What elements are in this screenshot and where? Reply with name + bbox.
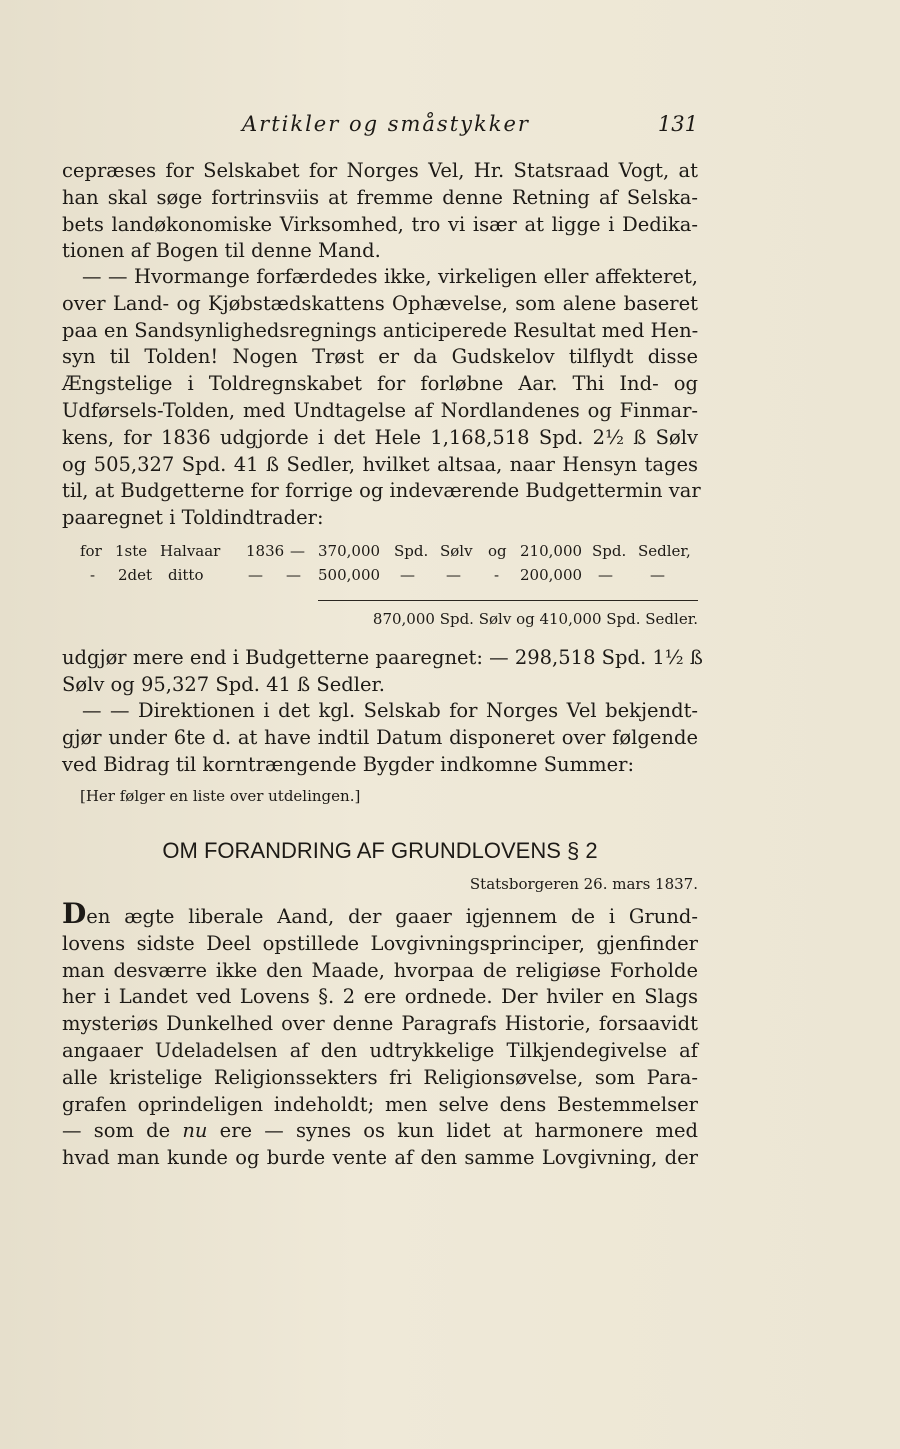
- text-line: paa en Sandsynlighedsregnings anticiperede Resultat med Hen-: [62, 318, 699, 342]
- table-cell: Sedler,: [638, 542, 691, 560]
- paragraph-3: [62, 645, 703, 699]
- table-cell: 370,000: [318, 542, 381, 560]
- text-line: hvad man kunde og burde vente af den samme Lovgivning, der: [62, 1146, 698, 1170]
- text-line: lovens sidste Deel opstillede Lovgivningsprinciper, gjenfinder: [62, 931, 698, 955]
- table-cell: —: [598, 566, 613, 584]
- text-run: — som de: [62, 1119, 183, 1143]
- text-line: og 505,327 Spd. 41 ß Sedler, hvilket altsaa, naar Hensyn tages: [62, 452, 698, 476]
- text-line: cepræses for Selskabet for Norges Vel, Hr. Statsraad Vogt, at: [62, 159, 698, 182]
- table-cell: —: [650, 566, 665, 584]
- table-cell: —: [400, 566, 415, 584]
- drop-cap: D: [62, 897, 87, 930]
- text-line: — — Hvormange forfærdedes ikke, virkeligen eller affekteret,: [82, 265, 698, 288]
- table-cell: Sølv: [440, 542, 473, 560]
- text-line: han skal søge fortrinsviis at fremme denne Retning af Selska-: [62, 185, 698, 209]
- table-cell: —: [290, 542, 305, 560]
- text-line: tionen af Bogen til denne Mand.: [62, 239, 381, 263]
- paragraph-1: [62, 158, 698, 265]
- table-cell: Spd.: [394, 542, 429, 560]
- text-line: Sølv og 95,327 Spd. 41 ß Sedler.: [62, 672, 385, 696]
- table-cell: 200,000: [520, 566, 583, 584]
- text-line: — — Direktionen i det kgl. Selskab for Norges Vel bekjendt-: [82, 699, 698, 722]
- text-line: mysteriøs Dunkelhed over denne Paragrafs Historie, forsaavidt: [62, 1012, 698, 1036]
- table-cell: —: [286, 566, 301, 584]
- table-cell: og: [488, 542, 507, 560]
- text-line: til, at Budgetterne for forrige og indeværende Budgettermin var: [62, 479, 701, 503]
- table-cell: —: [446, 566, 461, 584]
- table-row: [80, 542, 698, 564]
- text-line: grafen oprindeligen indeholdt; men selve dens Bestemmelser: [62, 1092, 698, 1116]
- text-line: bets landøkonomiske Virksomhed, tro vi især at ligge i Dedika-: [62, 212, 698, 236]
- paragraph-2: [62, 264, 701, 532]
- section-title: OM FORANDRING AF GRUNDLOVENS § 2: [162, 838, 598, 863]
- table-cell: Spd.: [592, 542, 627, 560]
- table-cell: for: [80, 542, 102, 560]
- text-line: man desværre ikke den Maade, hvorpaa de religiøse Forholde: [62, 958, 698, 982]
- table-cell: Halvaar: [160, 542, 221, 560]
- text-line: her i Landet ved Lovens §. 2 ere ordnede. Der hviler en Slags: [62, 985, 698, 1009]
- table-cell: -: [90, 566, 96, 584]
- text-line: udgjør mere end i Budgetterne paaregnet: — 298,518 Spd. 1½ ß: [62, 646, 703, 669]
- table-cell: 1ste: [115, 542, 148, 560]
- table-row: [80, 566, 698, 588]
- running-head: Artikler og småstykker: [242, 112, 530, 136]
- table-cell: 500,000: [318, 566, 381, 584]
- paragraph-4: [62, 698, 698, 778]
- emphasis: nu: [182, 1119, 208, 1143]
- text-line: [62, 1118, 698, 1145]
- text-line: alle kristelige Religionssekters fri Religionsøvelse, som Para-: [62, 1065, 698, 1089]
- text-line: ved Bidrag til korntrængende Bygder indkomne Summer:: [62, 752, 635, 776]
- table-cell: 1836: [246, 542, 285, 560]
- text-line: [62, 897, 698, 931]
- text-line: Ængstelige i Toldregnskabet for forløbne Aar. Thi Ind- og: [62, 372, 698, 396]
- text-run: en ægte liberale Aand, der gaaer igjennem de i Grund-: [86, 905, 698, 928]
- table-cell: 2det: [118, 566, 153, 584]
- table-cell: -: [494, 566, 500, 584]
- paragraph-5: [62, 897, 698, 1172]
- text-line: gjør under 6te d. at have indtil Datum disponeret over følgende: [62, 725, 698, 749]
- table-total: 870,000 Spd. Sølv og 410,000 Spd. Sedler.: [372, 610, 698, 628]
- sum-rule: [318, 600, 698, 601]
- table-cell: 210,000: [520, 542, 583, 560]
- page-number: 131: [657, 112, 698, 136]
- text-run: ere — synes os kun lidet at harmonere med: [207, 1119, 698, 1143]
- text-line: syn til Tolden! Nogen Trøst er da Gudskelov tilflydt disse: [62, 345, 698, 369]
- dateline: Statsborgeren 26. mars 1837.: [469, 875, 698, 893]
- table-cell: —: [248, 566, 263, 584]
- text-line: kens, for 1836 udgjorde i det Hele 1,168,518 Spd. 2½ ß Sølv: [62, 425, 698, 449]
- text-line: angaaer Udeladelsen af den udtrykkelige Tilkjendegivelse af: [62, 1038, 698, 1062]
- editorial-note: [Her følger en liste over utdelingen.]: [80, 787, 361, 805]
- page-header: [62, 112, 698, 142]
- text-line: paaregnet i Toldindtrader:: [62, 506, 324, 530]
- text-line: over Land- og Kjøbstædskattens Ophævelse, som alene baseret: [62, 291, 698, 315]
- text-line: Udførsels-Tolden, med Undtagelse af Nordlandenes og Finmar-: [62, 398, 698, 422]
- table-cell: ditto: [168, 566, 204, 584]
